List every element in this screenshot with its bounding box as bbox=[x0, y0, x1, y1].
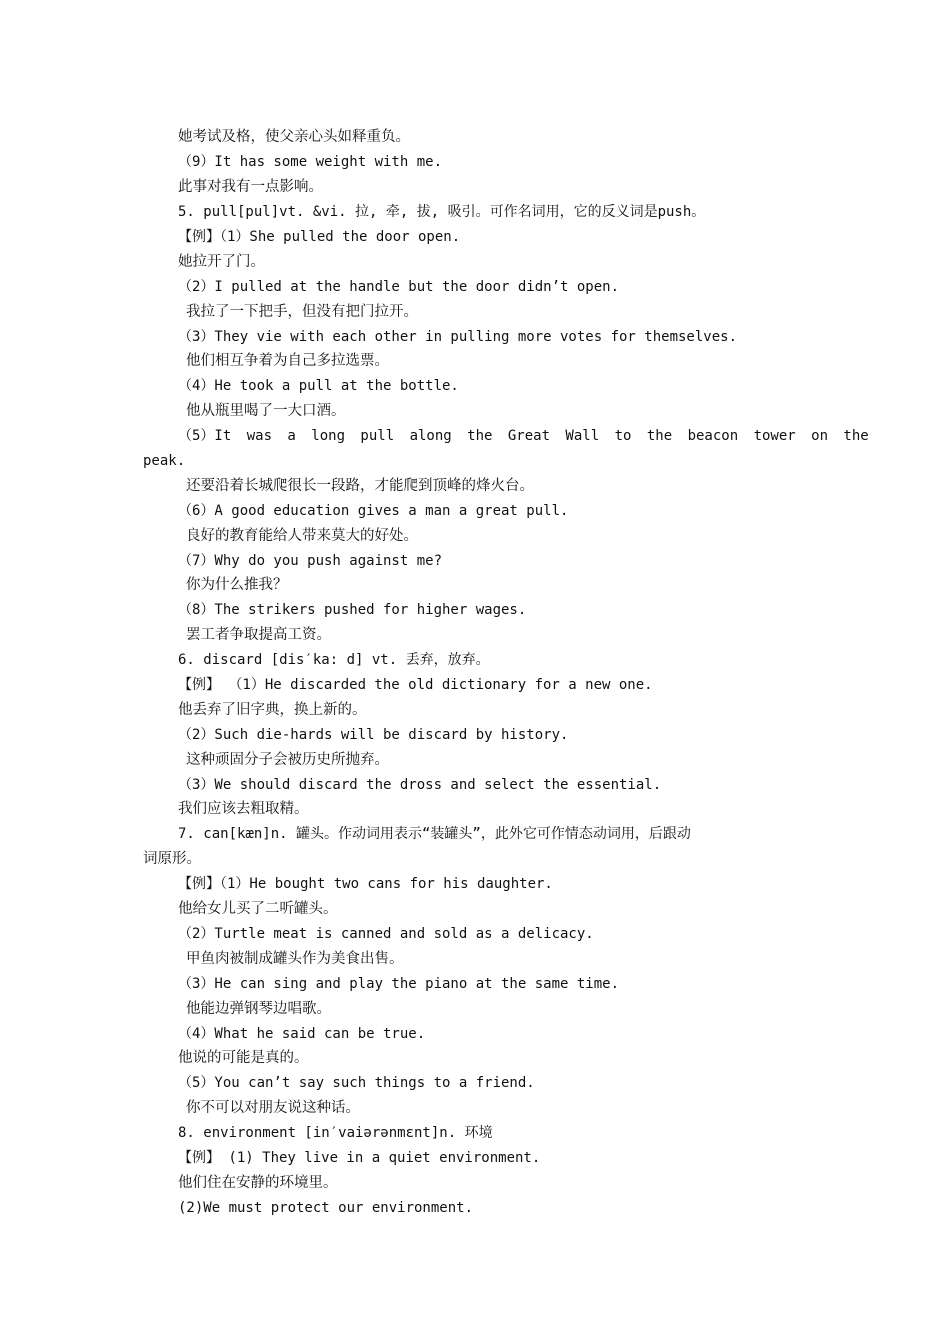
text-line: 你不可以对朋友说这种话。 bbox=[186, 1100, 360, 1116]
text-line: (2)We must protect our environment. bbox=[178, 1200, 474, 1216]
entry-heading-can: 7. can[kæn]n. 罐头。作动词用表示“装罐头”，此外它可作情态动词用，后跟动 bbox=[178, 826, 691, 842]
text-line: 这种顽固分子会被历史所抛弃。 bbox=[186, 752, 389, 768]
text-line: 你为什么推我？ bbox=[186, 577, 288, 593]
entry-heading-environment: 8. environment [in′vaiərənmɛnt]n. 环境 bbox=[178, 1125, 493, 1141]
text-line: 罢工者争取提高工资。 bbox=[186, 627, 331, 643]
example-label: 【例】 （1）He discarded the old dictionary for a new one. bbox=[178, 677, 653, 693]
text-line: peak. bbox=[143, 453, 186, 469]
text-line: 他们相互争着为自己多拉选票。 bbox=[186, 353, 389, 369]
text-line: 还要沿着长城爬很长一段路，才能爬到顶峰的烽火台。 bbox=[186, 478, 534, 494]
text-line: 她考试及格，使父亲心头如释重负。 bbox=[178, 129, 410, 145]
text-line: （9）It has some weight with me. bbox=[178, 154, 443, 170]
text-line: 良好的教育能给人带来莫大的好处。 bbox=[186, 528, 418, 544]
text-line: 我们应该去粗取精。 bbox=[178, 801, 309, 817]
text-line: （2）I pulled at the handle but the door didn’t open. bbox=[178, 279, 620, 295]
text-line: 他丢弃了旧字典，换上新的。 bbox=[178, 702, 367, 718]
text-line: （3）They vie with each other in pulling more votes for themselves. bbox=[178, 329, 738, 345]
text-line: （3）We should discard the dross and select the essential. bbox=[178, 777, 662, 793]
text-line: 他说的可能是真的。 bbox=[178, 1050, 309, 1066]
example-label: 【例】（1）She pulled the door open. bbox=[178, 229, 461, 245]
text-line: （4）What he said can be true. bbox=[178, 1026, 426, 1042]
text-line: 他给女儿买了二听罐头。 bbox=[178, 901, 338, 917]
example-label: 【例】 (1) They live in a quiet environment. bbox=[178, 1150, 541, 1166]
text-line: （2）Turtle meat is canned and sold as a delicacy. bbox=[178, 926, 594, 942]
text-line: 她拉开了门。 bbox=[178, 254, 265, 270]
text-line: （4）He took a pull at the bottle. bbox=[178, 378, 459, 394]
text-line: （5）It was a long pull along the Great Wall to the beacon tower on the bbox=[178, 428, 869, 444]
text-line: 我拉了一下把手，但没有把门拉开。 bbox=[186, 304, 418, 320]
text-line: （3）He can sing and play the piano at the same time. bbox=[178, 976, 620, 992]
text-line: （2）Such die-hards will be discard by history. bbox=[178, 727, 569, 743]
text-line: （5）You can’t say such things to a friend. bbox=[178, 1075, 535, 1091]
text-line: 他能边弹钢琴边唱歌。 bbox=[186, 1001, 331, 1017]
text-line: （6）A good education gives a man a great pull. bbox=[178, 503, 569, 519]
text-line: 他从瓶里喝了一大口酒。 bbox=[186, 403, 346, 419]
entry-heading-discard: 6. discard [dis′ka: d] vt. 丢弃，放弃。 bbox=[178, 652, 490, 668]
text-line: 词原形。 bbox=[143, 851, 201, 867]
text-line: （7）Why do you push against me? bbox=[178, 553, 443, 569]
text-line: （8）The strikers pushed for higher wages. bbox=[178, 602, 527, 618]
example-label: 【例】（1）He bought two cans for his daughter. bbox=[178, 876, 553, 892]
entry-heading-pull: 5. pull[pul]vt. &vi. 拉, 牵, 拔, 吸引。可作名词用，它的反义词是push。 bbox=[178, 204, 706, 220]
text-line: 此事对我有一点影响。 bbox=[178, 179, 323, 195]
text-line: 甲鱼肉被制成罐头作为美食出售。 bbox=[186, 951, 404, 967]
text-line: 他们住在安静的环境里。 bbox=[178, 1175, 338, 1191]
